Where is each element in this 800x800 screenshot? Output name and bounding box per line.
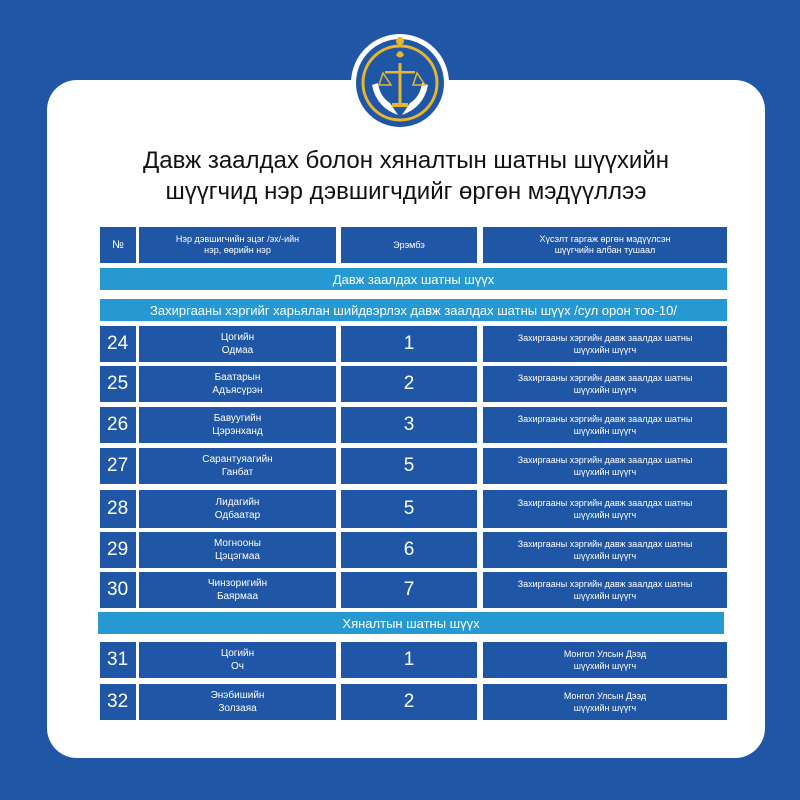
row-number: 32 — [100, 684, 136, 720]
rank-value: 6 — [341, 532, 477, 568]
row-number: 25 — [100, 366, 136, 402]
rank-value: 1 — [341, 642, 477, 678]
court-position — [483, 490, 727, 528]
candidate-name — [139, 490, 336, 528]
patronymic: Баатарын — [214, 372, 261, 383]
candidate-name — [139, 448, 336, 484]
rank-value: 1 — [341, 326, 477, 362]
patronymic: Чинзоригийн — [207, 578, 268, 589]
court-position — [483, 572, 727, 608]
court-line-1: Захиргааны хэргийн давж заалдах шатны — [517, 373, 693, 383]
rank-value: 2 — [341, 684, 477, 720]
header-court-position: Хүсэлт гаргаж өргөн мэдүүлсэн шүүгчийн албан тушаал — [483, 227, 727, 263]
court-line-1: Захиргааны хэргийн давж заалдах шатны — [517, 333, 693, 343]
court-line-1: Монгол Улсын Дээд — [563, 649, 647, 659]
candidate-name — [139, 532, 336, 568]
given-name: Цэцэгмаа — [215, 551, 260, 562]
court-line-1: Захиргааны хэргийн давж заалдах шатны — [517, 579, 693, 589]
court-position — [483, 366, 727, 402]
row-number: 26 — [100, 407, 136, 443]
court-line-1: Захиргааны хэргийн давж заалдах шатны — [517, 414, 693, 424]
court-position — [483, 407, 727, 443]
title-line-1: Давж заалдах болон хяналтын шатны шүүхийн — [143, 147, 669, 174]
section-appeal-court: Давж заалдах шатны шүүх — [100, 268, 727, 290]
rank-value: 3 — [341, 407, 477, 443]
patronymic: Могнооны — [213, 538, 261, 549]
court-line-2: шүүхийн шүүгч — [573, 385, 637, 395]
patronymic: Бавуугийн — [213, 413, 262, 424]
court-position — [483, 532, 727, 568]
court-emblem-icon — [350, 33, 450, 133]
court-line-2: шүүхийн шүүгч — [573, 345, 637, 355]
court-line-2: шүүхийн шүүгч — [573, 591, 637, 601]
court-line-2: шүүхийн шүүгч — [573, 467, 637, 477]
rank-value: 2 — [341, 366, 477, 402]
given-name: Одбаатар — [214, 510, 261, 521]
given-name: Золзаяа — [218, 703, 257, 714]
rank-value: 5 — [341, 448, 477, 484]
court-line-1: Захиргааны хэргийн давж заалдах шатны — [517, 498, 693, 508]
given-name: Оч — [231, 661, 244, 672]
candidate-name — [139, 572, 336, 608]
candidate-name — [139, 326, 336, 362]
court-line-2: шүүхийн шүүгч — [573, 661, 637, 671]
court-line-1: Захиргааны хэргийн давж заалдах шатны — [517, 539, 693, 549]
rank-value: 5 — [341, 490, 477, 528]
candidate-name — [139, 366, 336, 402]
candidate-name — [139, 684, 336, 720]
subsection-admin-appeal: Захиргааны хэргийг харьялан шийдвэрлэх давж заалдах шатны шүүх /сул орон тоо-10/ — [100, 299, 727, 321]
given-name: Баярмаа — [216, 591, 259, 602]
candidate-name — [139, 642, 336, 678]
row-number: 27 — [100, 448, 136, 484]
patronymic: Сарантуяагийн — [202, 454, 273, 465]
patronymic: Лидагийн — [215, 497, 260, 508]
patronymic: Энэбишийн — [210, 690, 265, 701]
court-line-2: шүүхийн шүүгч — [573, 426, 637, 436]
patronymic: Цогийн — [220, 332, 255, 343]
header-number: № — [100, 227, 136, 263]
candidate-name — [139, 407, 336, 443]
court-position — [483, 326, 727, 362]
court-line-1: Захиргааны хэргийн давж заалдах шатны — [517, 455, 693, 465]
rank-value: 7 — [341, 572, 477, 608]
patronymic: Цогийн — [220, 648, 255, 659]
given-name: Ганбат — [221, 467, 254, 478]
given-name: Одмаа — [221, 345, 254, 356]
row-number: 29 — [100, 532, 136, 568]
given-name: Цэрэнханд — [212, 426, 263, 437]
row-number: 28 — [100, 490, 136, 528]
court-line-1: Монгол Улсын Дээд — [563, 691, 647, 701]
court-position — [483, 448, 727, 484]
court-position — [483, 642, 727, 678]
court-line-2: шүүхийн шүүгч — [573, 703, 637, 713]
row-number: 24 — [100, 326, 136, 362]
row-number: 30 — [100, 572, 136, 608]
court-position — [483, 684, 727, 720]
given-name: Адъясүрэн — [212, 385, 263, 396]
section-supervisory-court: Хяналтын шатны шүүх — [98, 612, 724, 634]
page-title — [47, 145, 765, 207]
court-line-2: шүүхийн шүүгч — [573, 510, 637, 520]
row-number: 31 — [100, 642, 136, 678]
court-line-2: шүүхийн шүүгч — [573, 551, 637, 561]
title-line-2: шүүгчид нэр дэвшигчдийг өргөн мэдүүллээ — [165, 178, 647, 205]
header-rank: Эрэмбэ — [341, 227, 477, 263]
header-candidate-name: Нэр дэвшигчийн эцэг /эх/-ийн нэр, өөрийн нэр — [139, 227, 336, 263]
